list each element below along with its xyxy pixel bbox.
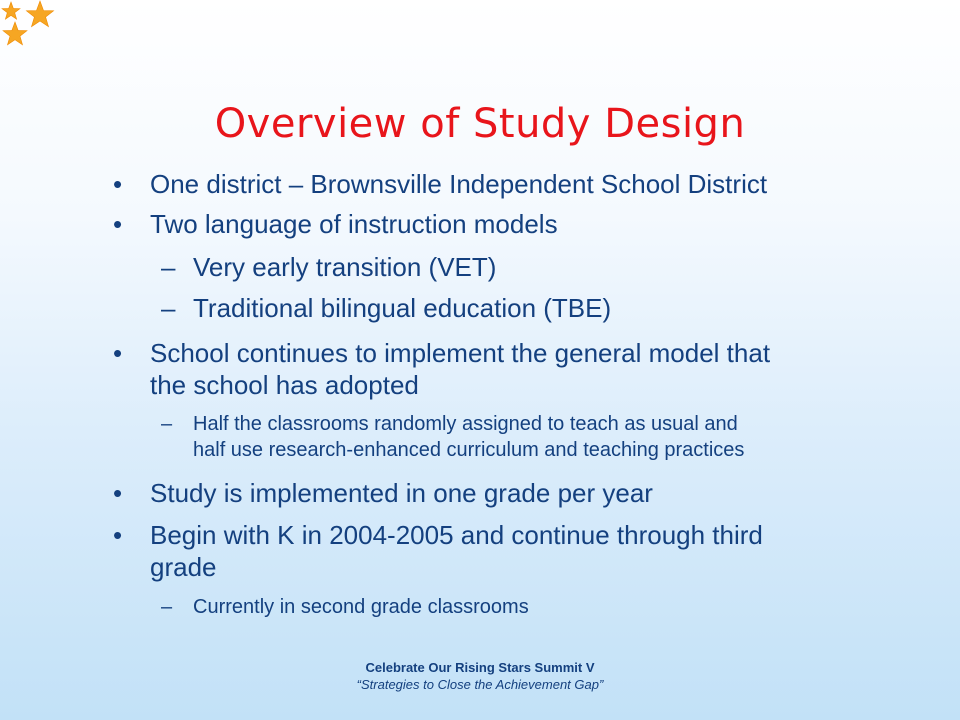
list-item-text: Begin with K in 2004-2005 and continue through third — [150, 520, 763, 550]
dash-marker: – — [161, 293, 176, 323]
footer-event-name: Celebrate Our Rising Stars Summit V — [365, 660, 595, 675]
footer-tagline: “Strategies to Close the Achievement Gap” — [356, 677, 604, 692]
dash-marker: – — [161, 596, 173, 618]
list-item-text: One district – Brownsville Independent School District — [150, 169, 768, 199]
list-item-text: half use research-enhanced curriculum and teaching practices — [193, 439, 745, 461]
list-item-text: School continues to implement the general model that — [150, 338, 771, 368]
bullet-marker: • — [113, 169, 123, 199]
list-item-text: Half the classrooms randomly assigned to teach as usual and — [193, 413, 738, 435]
list-item-text: the school has adopted — [150, 370, 419, 400]
list-item-text: Traditional bilingual education (TBE) — [193, 293, 612, 323]
bullet-marker: • — [113, 520, 123, 550]
list-item-text: grade — [150, 552, 217, 582]
dash-marker: – — [161, 413, 173, 435]
bullet-marker: • — [113, 209, 123, 239]
list-item-text: Two language of instruction models — [150, 209, 558, 239]
list-item-text: Currently in second grade classrooms — [193, 596, 529, 618]
list-item-text: Very early transition (VET) — [193, 252, 497, 282]
dash-marker: – — [161, 252, 176, 282]
slide-title: Overview of Study Design — [214, 101, 746, 147]
list-item-text: Study is implemented in one grade per year — [150, 478, 653, 508]
bullet-marker: • — [113, 338, 123, 368]
bullet-marker: • — [113, 478, 123, 508]
